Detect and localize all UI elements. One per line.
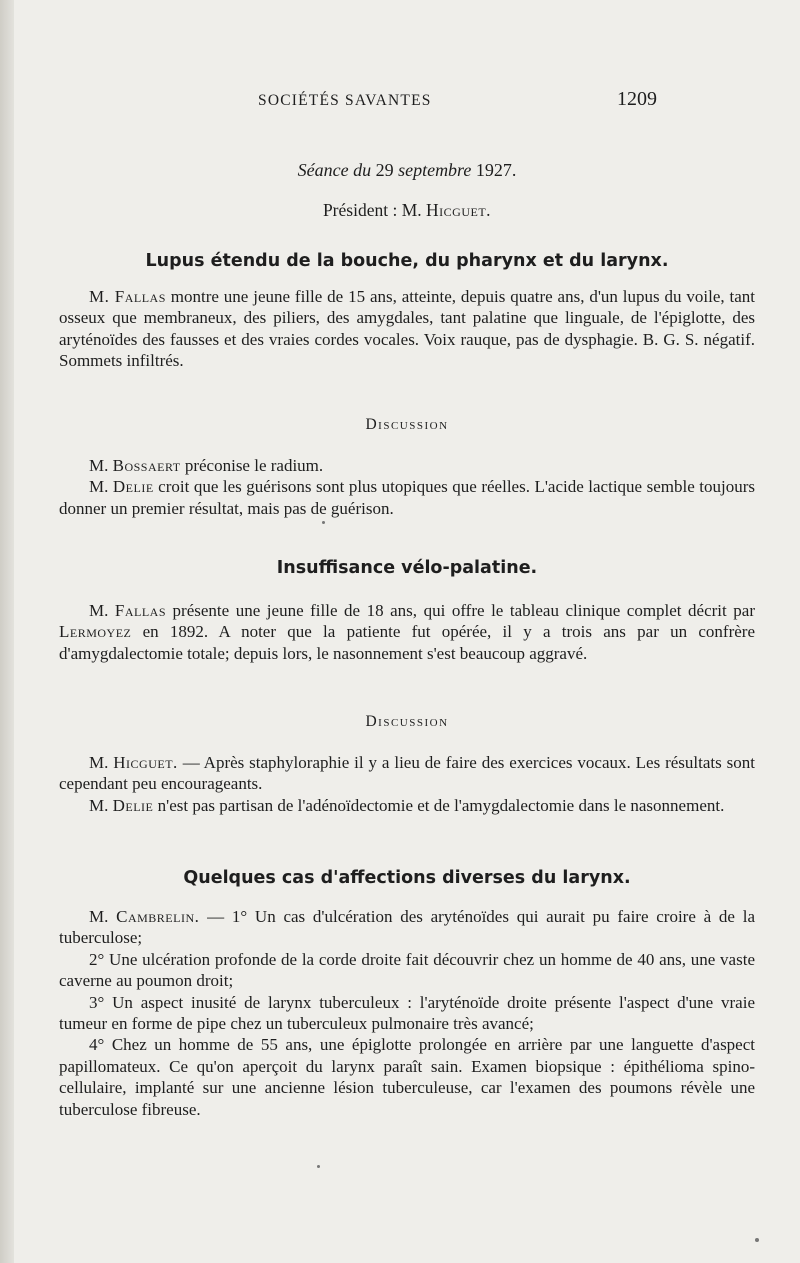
session-year: 1927.	[475, 160, 517, 180]
discussion-paragraph	[59, 795, 755, 816]
section-title-larynx: Quelques cas d'affections diverses du larynx.	[183, 868, 631, 888]
paragraph-text: — Après staphyloraphie il y a lieu de faire des exercices vocaux. Les résultats sont cependant peu encourageants.	[59, 753, 755, 794]
discussion-paragraph	[59, 476, 755, 519]
section-title-insuffisance: Insuffisance vélo-palatine.	[276, 558, 538, 578]
page-gutter-shadow	[0, 0, 14, 1263]
paragraph-text: montre une jeune fille de 15 ans, atteinte, depuis quatre ans, d'un lupus du voile, tant osseux que membraneux, des piliers, des amygdales, tant palatine que linguale, de l'épiglotte, des aryténoïdes des fausses et des vraies cordes vocales. Voix rauque, pas de dysphagie. B. G. S. négatif. Sommets infiltrés.	[59, 287, 755, 371]
speaker-prefix: M.	[89, 601, 109, 620]
discussion-body-2	[59, 752, 755, 816]
paper-speck	[755, 1238, 759, 1242]
speaker-name: Cambrelin.	[116, 907, 200, 926]
paragraph-lupus	[59, 286, 755, 372]
discussion-heading-1: Discussion	[365, 416, 449, 433]
speaker-prefix: M.	[89, 907, 109, 926]
speaker-name: Delie	[112, 795, 154, 815]
section-body-insuffisance	[59, 600, 755, 664]
section-title-lupus: Lupus étendu de la bouche, du pharynx et du larynx.	[145, 251, 669, 271]
paper-speck	[322, 521, 325, 524]
case-item-1	[59, 906, 755, 949]
discussion-heading-2: Discussion	[365, 713, 449, 730]
president-line	[14, 200, 800, 221]
document-page	[14, 0, 800, 1263]
discussion-paragraph	[59, 752, 755, 795]
speaker-prefix: M.	[89, 795, 109, 815]
discussion-paragraph	[59, 455, 755, 476]
page-number: 1209	[617, 88, 657, 110]
paragraph-text: en 1892. A noter que la patiente fut opérée, il y a trois ans par un confrère d'amygdalectomie totale; depuis lors, le nasonnement s'est beaucoup aggravé.	[59, 622, 755, 663]
speaker-name: Delie	[112, 477, 154, 497]
paragraph-text: préconise le radium.	[180, 456, 324, 475]
paragraph-text: — 1° Un cas d'ulcération des aryténoïdes qui aurait pu faire croire à de la tuberculose;	[59, 907, 755, 948]
discussion-body-1	[59, 455, 755, 519]
running-title: SOCIÉTÉS SAVANTES	[258, 92, 432, 109]
speaker-prefix: M.	[89, 753, 109, 772]
case-item-2: 2° Une ulcération profonde de la corde droite fait découvrir chez un homme de 40 ans, une vaste caverne au poumon droit;	[59, 949, 755, 991]
speaker-name: Bossaert	[112, 456, 181, 475]
speaker-name: M. Fallas	[89, 287, 166, 306]
speaker-prefix: M.	[89, 456, 109, 475]
case-item-3: 3° Un aspect inusité de larynx tuberculeux : l'aryténoïde droite présente l'aspect d'une vraie tumeur en forme de pipe chez un tuberculeux pulmonaire très avancé;	[59, 992, 755, 1034]
paper-speck	[317, 1165, 320, 1168]
paragraph-text: n'est pas partisan de l'adénoïdectomie et de l'amygdalectomie dans le nasonnement.	[153, 795, 725, 815]
paragraph-insuffisance	[59, 600, 755, 664]
section-body-lupus	[59, 286, 755, 372]
cited-author: Lermoyez	[59, 622, 132, 642]
president-label: Président : M.	[322, 200, 422, 220]
paragraph-text: présente une jeune fille de 18 ans, qui offre le tableau clinique complet décrit par	[166, 601, 755, 620]
speaker-name: Hicguet.	[113, 753, 178, 772]
president-name: Hicguet.	[426, 200, 492, 220]
speaker-name: Fallas	[114, 601, 167, 620]
case-item-4: 4° Chez un homme de 55 ans, une épiglotte prolongée en arrière par une languette d'aspect papillomateux. Ce qu'on aperçoit du larynx paraît sain. Examen biopsique : épithélioma spino-cellulaire, implanté sur une ancienne lésion tuberculeuse, car l'examen des poumons révèle une tuberculose fibreuse.	[59, 1035, 755, 1119]
section-body-larynx	[59, 906, 755, 1120]
session-prefix: Séance du	[297, 160, 372, 180]
speaker-prefix: M.	[89, 477, 109, 497]
page-header	[14, 88, 800, 118]
session-date	[14, 160, 800, 181]
paragraph-text: croit que les guérisons sont plus utopiques que réelles. L'acide lactique semble toujours donner un premier résultat, mais pas de guérison.	[59, 477, 756, 518]
session-month: septembre	[398, 160, 472, 180]
session-day: 29	[375, 160, 394, 180]
